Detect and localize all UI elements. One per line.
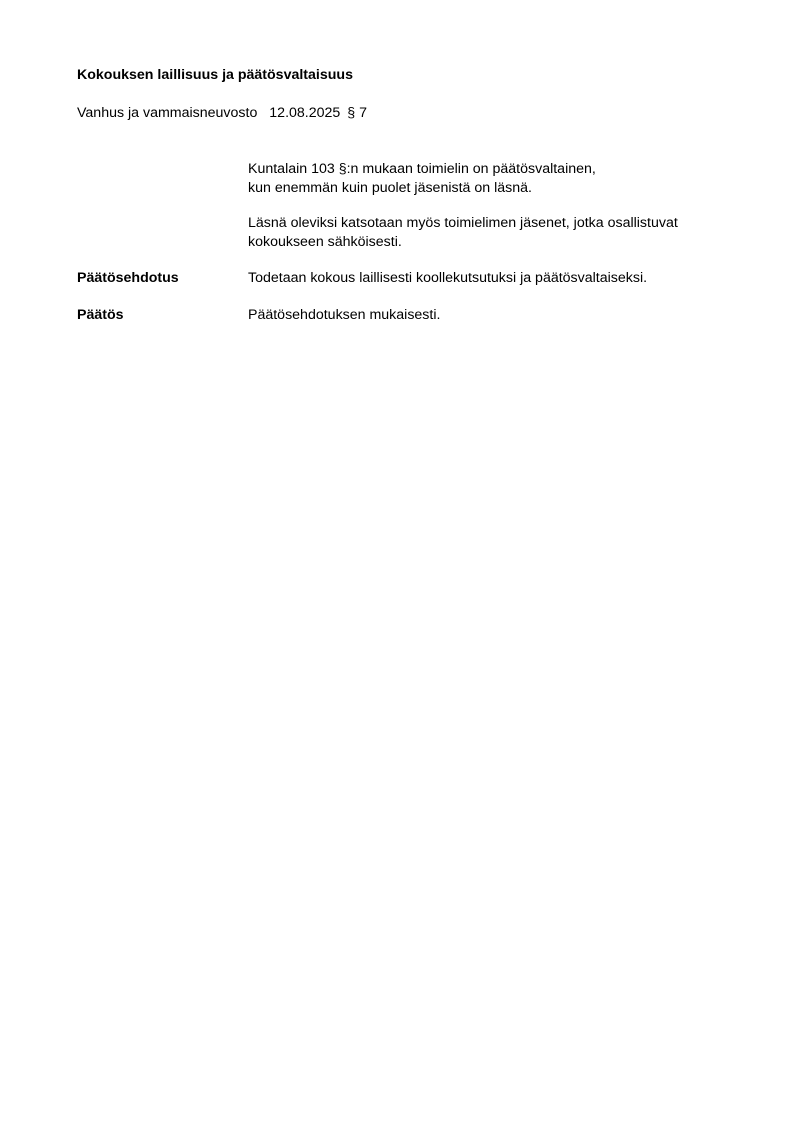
section-number: § 7 xyxy=(347,105,367,121)
decision-text: Päätösehdotuksen mukaisesti. xyxy=(248,307,441,323)
paragraph-remote-participation xyxy=(248,214,738,252)
paragraph-line: Kuntalain 103 §:n mukaan toimielin on päätösvaltainen, xyxy=(248,161,596,177)
meeting-info xyxy=(77,105,367,121)
proposal-label: Päätösehdotus xyxy=(77,270,179,286)
decision-label: Päätös xyxy=(77,307,124,323)
paragraph-line: kokoukseen sähköisesti. xyxy=(248,234,402,250)
paragraph-line: Läsnä oleviksi katsotaan myös toimielimen jäsenet, jotka osallistuvat xyxy=(248,215,678,231)
proposal-text: Todetaan kokous laillisesti koollekutsutuksi ja päätösvaltaiseksi. xyxy=(248,270,648,286)
document-title: Kokouksen laillisuus ja päätösvaltaisuus xyxy=(77,67,353,83)
paragraph-quorum-rule xyxy=(248,160,738,198)
paragraph-line: kun enemmän kuin puolet jäsenistä on läsnä. xyxy=(248,180,532,196)
meeting-date: 12.08.2025 xyxy=(269,105,341,121)
body-name: Vanhus ja vammaisneuvosto xyxy=(77,105,258,121)
